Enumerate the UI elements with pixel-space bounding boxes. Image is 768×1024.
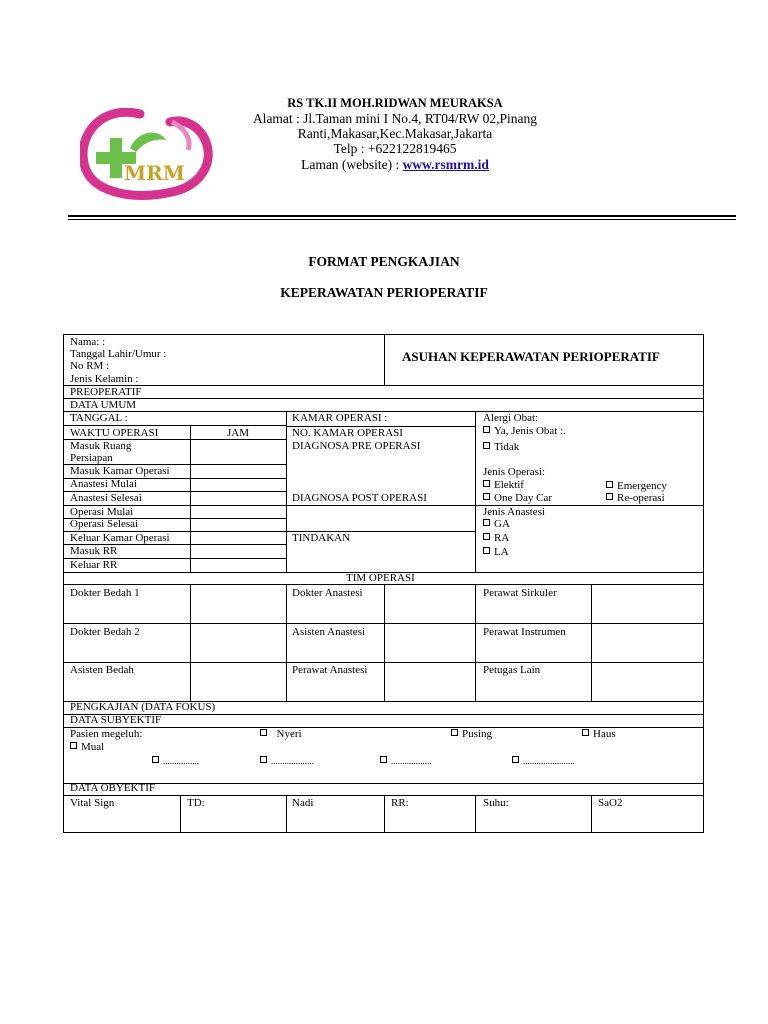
- waktu-operasi-label: WAKTU OPERASI: [70, 427, 159, 439]
- emergency-option[interactable]: Emergency: [606, 480, 667, 492]
- nyeri-option[interactable]: Nyeri: [260, 728, 302, 740]
- tanggal-label: TANGGAL :: [70, 412, 128, 424]
- hospital-logo: [80, 108, 215, 200]
- dokter-anastesi-label: Dokter Anastesi: [292, 587, 363, 599]
- website-link[interactable]: www.rsmrm.id: [402, 157, 489, 172]
- diagnosa-post-label: DIAGNOSA POST OPERASI: [292, 492, 427, 504]
- header-rule-thick: [68, 215, 736, 217]
- checkbox-icon: [606, 493, 613, 500]
- other-complaint-4[interactable]: .......................: [512, 755, 575, 767]
- persiapan-label: Persiapan: [70, 452, 113, 464]
- checkbox-icon: [483, 480, 490, 487]
- checkbox-icon: [512, 756, 519, 763]
- data-umum-heading: DATA UMUM: [70, 399, 137, 411]
- tanggal-lahir-label: Tanggal Lahir/Umur :: [70, 348, 167, 360]
- checkbox-icon: [451, 729, 458, 736]
- checkbox-icon: [483, 426, 490, 433]
- no-kamar-label: NO. KAMAR OPERASI: [292, 427, 403, 439]
- ga-option[interactable]: GA: [483, 518, 510, 530]
- nama-label: Nama: :: [70, 336, 106, 348]
- other-complaint-2[interactable]: ...................: [260, 755, 314, 767]
- nadi-label: Nadi: [292, 797, 314, 809]
- asisten-bedah-label: Asisten Bedah: [70, 664, 134, 676]
- checkbox-icon: [152, 756, 159, 763]
- jenis-kelamin-label: Jenis Kelamin :: [70, 373, 139, 385]
- sao2-label: SaO2: [598, 797, 623, 809]
- pasien-mengeluh-label: Pasien megeluh:: [70, 728, 143, 740]
- assessment-form: [63, 334, 704, 833]
- perawat-sirkuler-label: Perawat Sirkuler: [483, 587, 557, 599]
- jam-label: JAM: [227, 427, 250, 439]
- jenis-anastesi-label: Jenis Anastesi: [483, 506, 546, 518]
- dokter-bedah-1-label: Dokter Bedah 1: [70, 587, 140, 599]
- checkbox-icon: [70, 742, 77, 749]
- vital-sign-label: Vital Sign: [70, 797, 115, 809]
- other-complaint-1[interactable]: ................: [152, 755, 199, 767]
- operasi-mulai-label: Operasi Mulai: [70, 506, 134, 518]
- alergi-tidak-option[interactable]: Tidak: [483, 441, 519, 453]
- address-line-2: Ranti,Makasar,Kec.Makasar,Jakarta: [297, 126, 493, 141]
- diagnosa-pre-label: DIAGNOSA PRE OPERASI: [292, 440, 421, 452]
- data-obyektif-heading: DATA OBYEKTIF: [70, 782, 155, 794]
- jenis-operasi-label: Jenis Operasi:: [483, 466, 546, 478]
- tindakan-label: TINDAKAN: [292, 532, 351, 544]
- checkbox-icon: [483, 442, 490, 449]
- no-rm-label: No RM :: [70, 360, 110, 372]
- address-line-1: Alamat : Jl.Taman mini I No.4, RT04/RW 02,Pinang: [252, 111, 538, 126]
- anastesi-mulai-label: Anastesi Mulai: [70, 478, 137, 490]
- keluar-rr-label: Keluar RR: [70, 559, 118, 571]
- operasi-selesai-label: Operasi Selesai: [70, 518, 139, 530]
- masuk-rr-label: Masuk RR: [70, 545, 118, 557]
- suhu-label: Suhu:: [483, 797, 509, 809]
- svg-text:MRM: MRM: [124, 161, 185, 185]
- kamar-operasi-label: KAMAR OPERASI :: [292, 412, 388, 424]
- pusing-option[interactable]: Pusing: [451, 728, 492, 740]
- alergi-label: Alergi Obat:: [483, 412, 539, 424]
- anastesi-selesai-label: Anastesi Selesai: [70, 492, 142, 504]
- perawat-anastesi-label: Perawat Anastesi: [292, 664, 368, 676]
- website-label: Laman (website) :: [301, 157, 403, 172]
- form-title-2: KEPERAWATAN PERIOPERATIF: [280, 285, 488, 300]
- asisten-anastesi-label: Asisten Anastesi: [292, 626, 366, 638]
- reoperasi-option[interactable]: Re-operasi: [606, 492, 665, 504]
- mual-option[interactable]: Mual: [70, 741, 104, 753]
- alergi-ya-option[interactable]: Ya, Jenis Obat :.: [483, 425, 566, 437]
- data-subyektif-heading: DATA SUBYEKTIF: [70, 714, 162, 726]
- petugas-lain-label: Petugas Lain: [483, 664, 541, 676]
- phone-line: Telp : +622122819465: [333, 141, 457, 156]
- checkbox-icon: [483, 533, 490, 540]
- one-day-option[interactable]: One Day Car: [483, 492, 552, 504]
- checkbox-icon: [483, 547, 490, 554]
- checkbox-icon: [260, 756, 267, 763]
- checkbox-icon: [260, 729, 267, 736]
- td-label: TD:: [187, 797, 205, 809]
- checkbox-icon: [483, 493, 490, 500]
- website-line: [220, 157, 570, 173]
- la-option[interactable]: LA: [483, 546, 509, 558]
- dokter-bedah-2-label: Dokter Bedah 2: [70, 626, 140, 638]
- masuk-ruang-label: Masuk Ruang: [70, 440, 132, 452]
- rr-label: RR:: [391, 797, 409, 809]
- form-title-1: FORMAT PENGKAJIAN: [308, 254, 460, 269]
- keluar-kamar-label: Keluar Kamar Operasi: [70, 532, 170, 544]
- preoperatif-heading: PREOPERATIF: [70, 386, 142, 398]
- tim-operasi-heading: TIM OPERASI: [346, 572, 415, 584]
- hospital-name: RS TK.II MOH.RIDWAN MEURAKSA: [287, 96, 503, 110]
- perawat-instrumen-label: Perawat Instrumen: [483, 626, 566, 638]
- haus-option[interactable]: Haus: [582, 728, 616, 740]
- ra-option[interactable]: RA: [483, 532, 509, 544]
- asuhan-title: ASUHAN KEPERAWATAN PERIOPERATIF: [402, 349, 660, 364]
- header-rule-thin: [68, 219, 736, 220]
- masuk-kamar-label: Masuk Kamar Operasi: [70, 465, 170, 477]
- pengkajian-heading: PENGKAJIAN (DATA FOKUS): [70, 701, 216, 713]
- checkbox-icon: [582, 729, 589, 736]
- checkbox-icon: [380, 756, 387, 763]
- checkbox-icon: [483, 519, 490, 526]
- checkbox-icon: [606, 481, 613, 488]
- elektif-option[interactable]: Elektif: [483, 479, 524, 491]
- other-complaint-3[interactable]: ..................: [380, 755, 432, 767]
